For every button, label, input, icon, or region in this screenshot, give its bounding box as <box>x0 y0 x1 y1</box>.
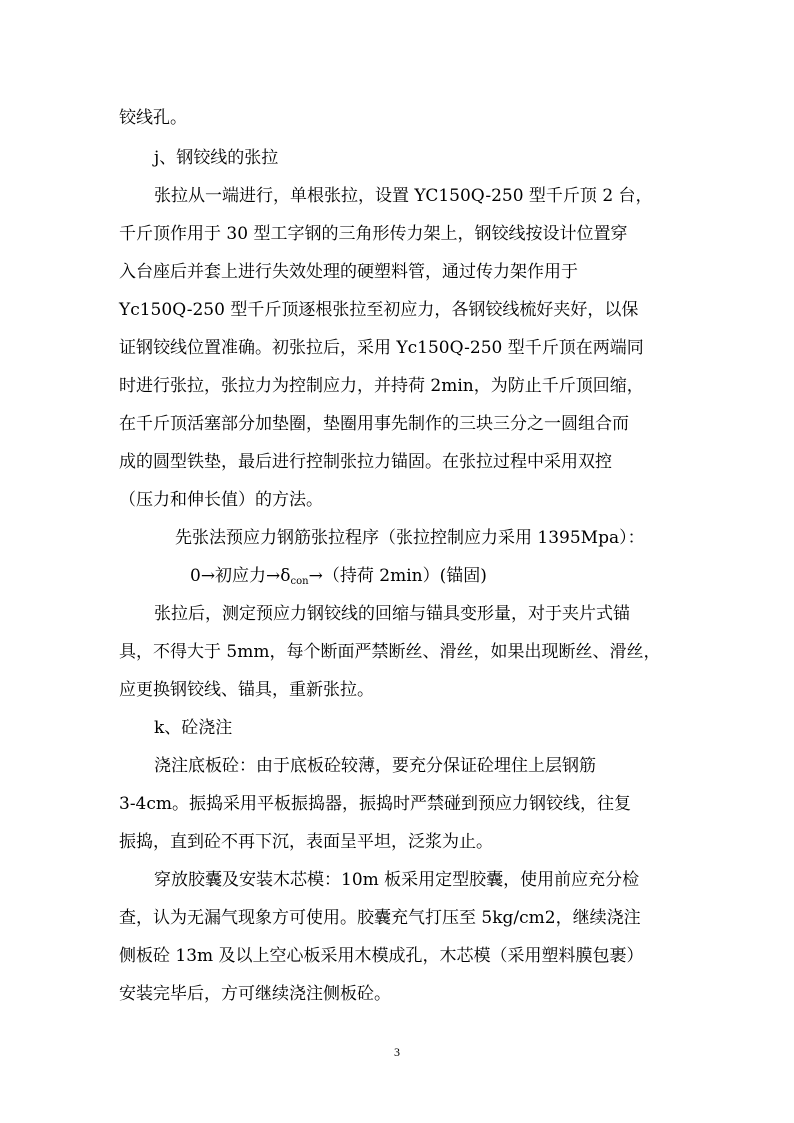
text-line: 入台座后并套上进行失效处理的硬塑料管，通过传力架作用于 <box>119 262 578 282</box>
text-line: 张拉从一端进行，单根张拉，设置 YC150Q-250 型千斤顶 2 台， <box>154 186 653 206</box>
section-heading-k: k、砼浇注 <box>154 718 233 738</box>
text-line: 振捣，直到砼不再下沉，表面呈平坦，泛浆为止。 <box>119 832 493 852</box>
text-line: 成的圆型铁垫，最后进行控制张拉力锚固。在张拉过程中采用双控 <box>119 452 612 472</box>
text-line: Yc150Q-250 型千斤顶逐根张拉至初应力，各钢铰线梳好夹好，以保 <box>119 300 639 320</box>
text-line: 查，认为无漏气现象方可使用。胶囊充气打压至 5kg/cm2，继续浇注 <box>119 908 641 928</box>
procedure-caption: 先张法预应力钢筋张拉程序（张拉控制应力采用 1395Mpa）： <box>175 528 645 548</box>
text-line: 证钢铰线位置准确。初张拉后，采用 Yc150Q-250 型千斤顶在两端同 <box>119 338 644 358</box>
text-line: 浇注底板砼：由于底板砼较薄，要充分保证砼埋住上层钢筋 <box>154 756 596 776</box>
formula-subscript: con <box>290 576 309 587</box>
text-line: 3-4cm。振捣采用平板振捣器，振捣时严禁碰到预应力钢铰线，往复 <box>119 794 632 814</box>
page-number: 3 <box>394 1045 400 1059</box>
text-line: 穿放胶囊及安装木芯模：10m 板采用定型胶囊，使用前应充分检 <box>154 870 640 890</box>
text-line: 时进行张拉，张拉力为控制应力，并持荷 2min，为防止千斤顶回缩， <box>119 376 644 396</box>
text-line: 应更换钢铰线、锚具，重新张拉。 <box>119 680 374 700</box>
text-line: 张拉后，测定预应力钢铰线的回缩与锚具变形量，对于夹片式锚 <box>154 604 630 624</box>
tension-formula <box>190 566 487 592</box>
text-line: （压力和伸长值）的方法。 <box>119 490 323 510</box>
text-line: 侧板砼 13m 及以上空心板采用木模成孔，木芯模（采用塑料膜包裹） <box>119 946 644 966</box>
text-line: 安装完毕后，方可继续浇注侧板砼。 <box>119 984 391 1004</box>
text-line: 千斤顶作用于 30 型工字钢的三角形传力架上，钢铰线按设计位置穿 <box>119 224 628 244</box>
formula-suffix: →（持荷 2min）(锚固) <box>308 566 487 586</box>
text-line: 具，不得大于 5mm，每个断面严禁断丝、滑丝，如果出现断丝、滑丝， <box>119 642 661 662</box>
text-line: 在千斤顶活塞部分加垫圈，垫圈用事先制作的三块三分之一圆组合而 <box>119 414 629 434</box>
section-heading-j: j、钢铰线的张拉 <box>154 148 279 168</box>
text-line: 铰线孔。 <box>119 108 187 128</box>
formula-prefix: 0→初应力→δ <box>190 566 291 586</box>
